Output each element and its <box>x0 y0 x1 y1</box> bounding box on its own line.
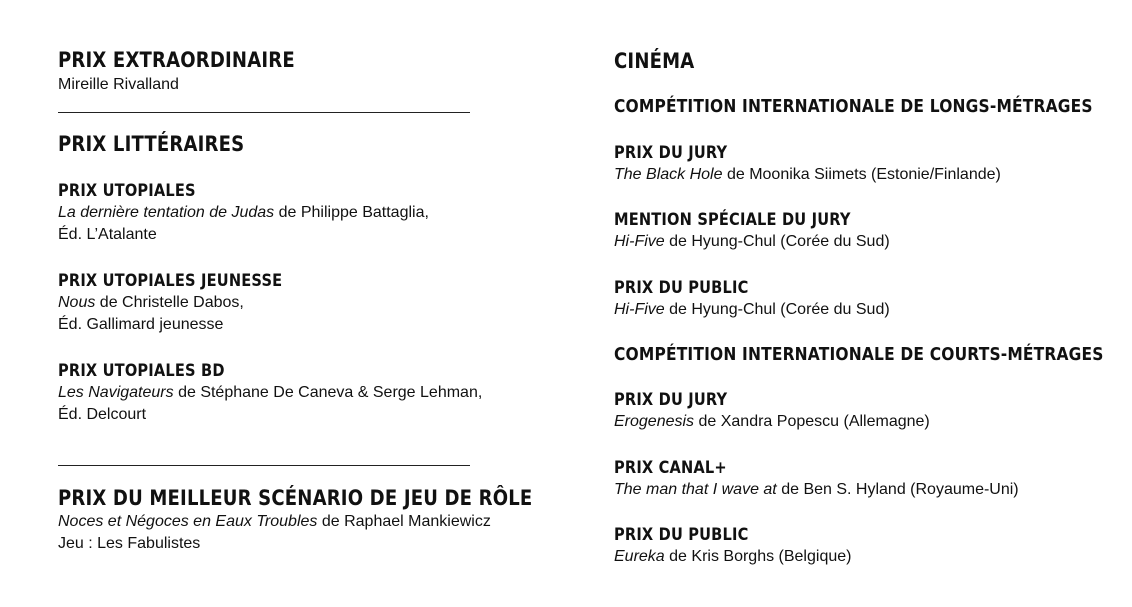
prix-utopiales-work <box>58 202 429 224</box>
courts-canal-heading: PRIX CANAL+ <box>614 458 727 478</box>
prix-utopiales-bd-publisher: Éd. Delcourt <box>58 406 147 423</box>
prix-extraordinaire-laureate: Mireille Rivalland <box>58 76 179 93</box>
prix-utopiales-bd-heading: PRIX UTOPIALES BD <box>58 361 225 381</box>
longs-public-block <box>614 280 890 321</box>
work-title: Nous <box>58 294 96 311</box>
work-author: de Philippe Battaglia, <box>274 204 429 221</box>
work-title: Eureka <box>614 548 665 565</box>
courts-jury-work <box>614 411 930 433</box>
work-title: Erogenesis <box>614 413 695 430</box>
prix-utopiales-block <box>58 183 429 246</box>
work-title: La dernière tentation de Judas <box>58 204 275 221</box>
courts-jury-heading: PRIX DU JURY <box>614 390 728 410</box>
prix-utopiales-bd-work <box>58 382 482 404</box>
prix-utopiales-jeunesse-heading: PRIX UTOPIALES JEUNESSE <box>58 271 283 291</box>
work-title: Hi-Five <box>614 233 665 250</box>
prix-jdr-block <box>58 488 610 555</box>
longs-metrages-heading-block <box>614 98 1132 116</box>
longs-jury-work <box>614 164 1001 186</box>
work-author: de Ben S. Hyland (Royaume-Uni) <box>776 481 1019 498</box>
prix-litteraires-section <box>58 134 275 155</box>
courts-canal-block <box>614 460 1019 501</box>
courts-canal-work <box>614 479 1019 501</box>
courts-public-block <box>614 527 851 568</box>
prix-jdr-heading: PRIX DU MEILLEUR SCÉNARIO DE JEU DE RÔLE <box>58 486 533 510</box>
work-author: de Hyung-Chul (Corée du Sud) <box>664 301 890 318</box>
longs-jury-block <box>614 145 1001 186</box>
longs-public-work <box>614 299 890 321</box>
courts-public-heading: PRIX DU PUBLIC <box>614 525 749 545</box>
prix-extraordinaire-section <box>58 50 333 96</box>
prix-utopiales-jeunesse-publisher: Éd. Gallimard jeunesse <box>58 316 224 333</box>
divider <box>58 112 470 113</box>
work-author: de Hyung-Chul (Corée du Sud) <box>664 233 890 250</box>
longs-mention-work <box>614 231 890 253</box>
work-title: The Black Hole <box>614 166 723 183</box>
prix-litteraires-heading: PRIX LITTÉRAIRES <box>58 132 245 156</box>
cinema-heading: CINÉMA <box>614 49 695 73</box>
prix-extraordinaire-heading: PRIX EXTRAORDINAIRE <box>58 48 295 72</box>
longs-jury-heading: PRIX DU JURY <box>614 143 728 163</box>
longs-metrages-heading: COMPÉTITION INTERNATIONALE DE LONGS-MÉTRAGES <box>614 96 1093 117</box>
work-title: Hi-Five <box>614 301 665 318</box>
prix-jdr-game: Jeu : Les Fabulistes <box>58 535 201 552</box>
work-title: Les Navigateurs <box>58 384 174 401</box>
work-author: de Stéphane De Caneva & Serge Lehman, <box>173 384 483 401</box>
longs-mention-heading: MENTION SPÉCIALE DU JURY <box>614 210 851 230</box>
courts-metrages-heading: COMPÉTITION INTERNATIONALE DE COURTS-MÉTRAGES <box>614 344 1104 365</box>
prix-jdr-work <box>58 511 610 533</box>
prix-utopiales-heading: PRIX UTOPIALES <box>58 181 196 201</box>
courts-metrages-heading-block <box>614 346 1132 364</box>
cinema-heading-block <box>614 51 708 72</box>
prix-utopiales-jeunesse-work <box>58 292 319 314</box>
work-author: de Christelle Dabos, <box>95 294 244 311</box>
work-title: The man that I wave at <box>614 481 777 498</box>
work-author: de Kris Borghs (Belgique) <box>664 548 852 565</box>
longs-public-heading: PRIX DU PUBLIC <box>614 278 749 298</box>
courts-public-work <box>614 546 851 568</box>
work-author: de Xandra Popescu (Allemagne) <box>694 413 930 430</box>
work-author: de Raphael Mankiewicz <box>317 513 491 530</box>
courts-jury-block <box>614 392 930 433</box>
work-author: de Moonika Siimets (Estonie/Finlande) <box>722 166 1001 183</box>
divider <box>58 465 470 466</box>
longs-mention-block <box>614 212 890 253</box>
work-title: Noces et Négoces en Eaux Troubles <box>58 513 318 530</box>
prix-utopiales-bd-block <box>58 363 482 426</box>
prix-utopiales-jeunesse-block <box>58 273 319 336</box>
prix-utopiales-publisher: Éd. L’Atalante <box>58 226 157 243</box>
